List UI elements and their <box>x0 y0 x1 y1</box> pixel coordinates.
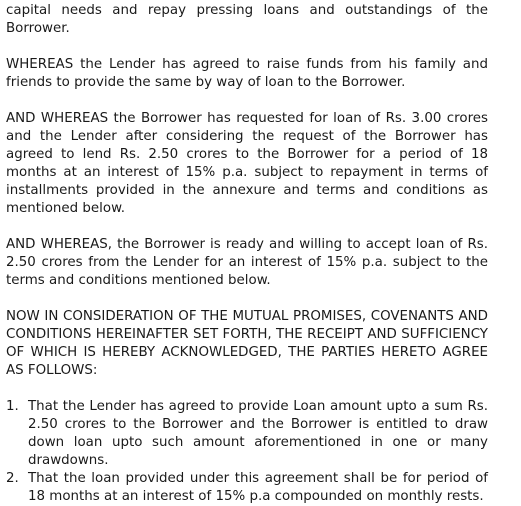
clause-item <box>6 470 488 506</box>
paragraph-borrower-needs: capital needs and repay pressing loans and outstandings of the Borrower. <box>6 3 488 36</box>
clause-text: That the Lender has agreed to provide Loan amount upto a sum Rs. 2.50 crores to the Borrower and the Borrower is entitled to draw down loan upto such amount aforementioned in one or many drawdowns. <box>28 399 488 468</box>
clause-text: That the loan provided under this agreement shall be for period of 18 months at an interest of 15% p.a compounded on monthly rests. <box>28 471 488 504</box>
paragraph-spacer <box>6 92 488 110</box>
paragraph-consideration: NOW IN CONSIDERATION OF THE MUTUAL PROMISES, COVENANTS AND CONDITIONS HEREINAFTER SET FORTH, THE RECEIPT AND SUFFICIENCY OF WHICH IS HEREBY ACKNOWLEDGED, THE PARTIES HERETO AGREE AS FOLLOWS: <box>6 309 488 378</box>
paragraph-whereas-request: AND WHEREAS the Borrower has requested for loan of Rs. 3.00 crores and the Lender after considering the request of the Borrower has agreed to lend Rs. 2.50 crores to the Borrower for a period of 18 months at an interest of 15% p.a. subject to repayment in terms of installments provided in the annexure and terms and conditions as mentioned below. <box>6 111 488 216</box>
clause-number: 1. <box>6 399 19 414</box>
paragraph-spacer <box>6 218 488 236</box>
paragraph-whereas-lender: WHEREAS the Lender has agreed to raise funds from his family and friends to provide the same by way of loan to the Borrower. <box>6 57 488 90</box>
paragraph-spacer <box>6 380 488 398</box>
paragraph-spacer <box>6 38 488 56</box>
paragraph-spacer <box>6 290 488 308</box>
paragraph-whereas-accept: AND WHEREAS, the Borrower is ready and willing to accept loan of Rs. 2.50 crores from the Lender for an interest of 15% p.a. subject to the terms and conditions mentioned below. <box>6 237 488 288</box>
clause-list <box>6 398 488 506</box>
clause-item <box>6 398 488 470</box>
clause-number: 2. <box>6 471 19 486</box>
document-page <box>6 2 488 506</box>
